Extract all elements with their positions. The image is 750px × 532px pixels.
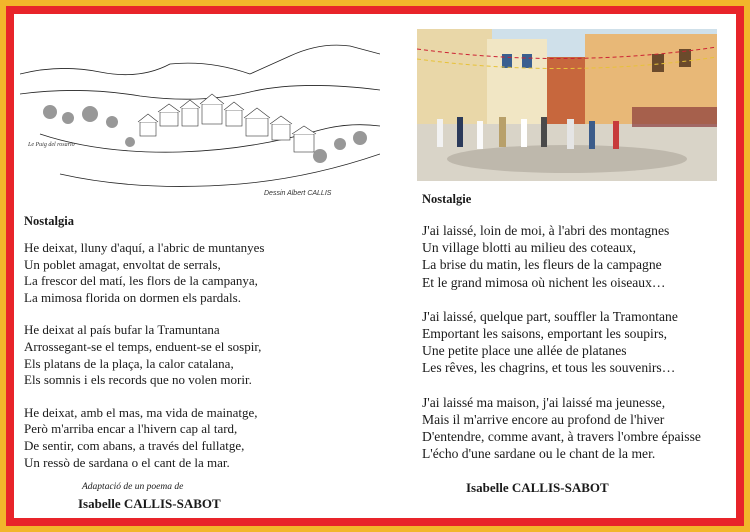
- sketch-signature: Le Puig del rosario: [28, 142, 75, 148]
- poem-line: L'écho d'une sardane ou le chant de la mer.: [422, 446, 656, 462]
- poem-line: D'entendre, comme avant, à travers l'ombre épaisse: [422, 429, 701, 445]
- adaptation-note: Adaptació de un poema de: [82, 482, 184, 492]
- poem-line: He deixat, amb el mas, ma vida de mainatge,: [24, 404, 258, 420]
- poem-line: Mais il m'arrive encore au profond de l'hiver: [422, 411, 665, 427]
- sardana-photo: [417, 29, 717, 181]
- french-poem: [422, 222, 701, 479]
- french-author: Isabelle CALLIS-SABOT: [466, 480, 609, 495]
- stanza: [24, 405, 264, 471]
- poem-line: Une petite place une allée de platanes: [422, 343, 627, 359]
- poem-line: He deixat, lluny d'aquí, a l'abric de muntanyes: [24, 240, 265, 255]
- poem-line: J'ai laissé ma maison, j'ai laissé ma jeunesse,: [422, 394, 666, 410]
- poem-line: Però m'arriba encar a l'hivern cap al tard,: [24, 421, 238, 437]
- poem-line: Un village blotti au milieu des coteaux,: [422, 240, 637, 256]
- poem-line: Un poblet amagat, envoltat de serrals,: [24, 256, 221, 272]
- poem-card: [14, 14, 736, 518]
- stanza: [422, 308, 701, 377]
- village-sketch: [20, 34, 380, 194]
- poem-line: Arrossegant-se el temps, enduent-se el sospir,: [24, 338, 262, 354]
- poem-line: J'ai laissé, loin de moi, à l'abri des montagnes: [422, 223, 670, 238]
- sketch-credit: Dessin Albert CALLIS: [264, 190, 332, 197]
- poem-line: De sentir, com abans, a través del fullatge,: [24, 437, 245, 453]
- poem-line: La brise du matin, les fleurs de la campagne: [422, 257, 662, 273]
- outer-red-border: [6, 6, 744, 526]
- poem-line: Emportant les saisons, emportant les soupirs,: [422, 326, 668, 342]
- catalan-title: Nostalgia: [24, 214, 74, 228]
- stanza: [24, 240, 264, 306]
- poem-line: Un ressò de sardana o el cant de la mar.: [24, 454, 230, 470]
- poem-line: Els platans de la plaça, la calor catalana,: [24, 355, 234, 371]
- french-title: Nostalgie: [422, 192, 472, 206]
- stanza: [422, 394, 701, 463]
- stanza: [422, 222, 701, 291]
- catalan-poem: [24, 240, 264, 487]
- poem-line: La mimosa florida on dormen els pardals.: [24, 289, 241, 305]
- poem-line: J'ai laissé, quelque part, souffler la Tramontane: [422, 308, 678, 324]
- catalan-author: Isabelle CALLIS-SABOT: [78, 496, 221, 511]
- stanza: [24, 322, 264, 388]
- poem-line: La frescor del matí, les flors de la campanya,: [24, 273, 258, 289]
- poem-line: He deixat al país bufar la Tramuntana: [24, 322, 220, 338]
- poem-line: Els somnis i els records que no volen morir.: [24, 372, 252, 388]
- poem-line: Et le grand mimosa où nichent les oiseaux…: [422, 274, 666, 290]
- poem-line: Les rêves, les chagrins, et tous les souvenirs…: [422, 360, 676, 376]
